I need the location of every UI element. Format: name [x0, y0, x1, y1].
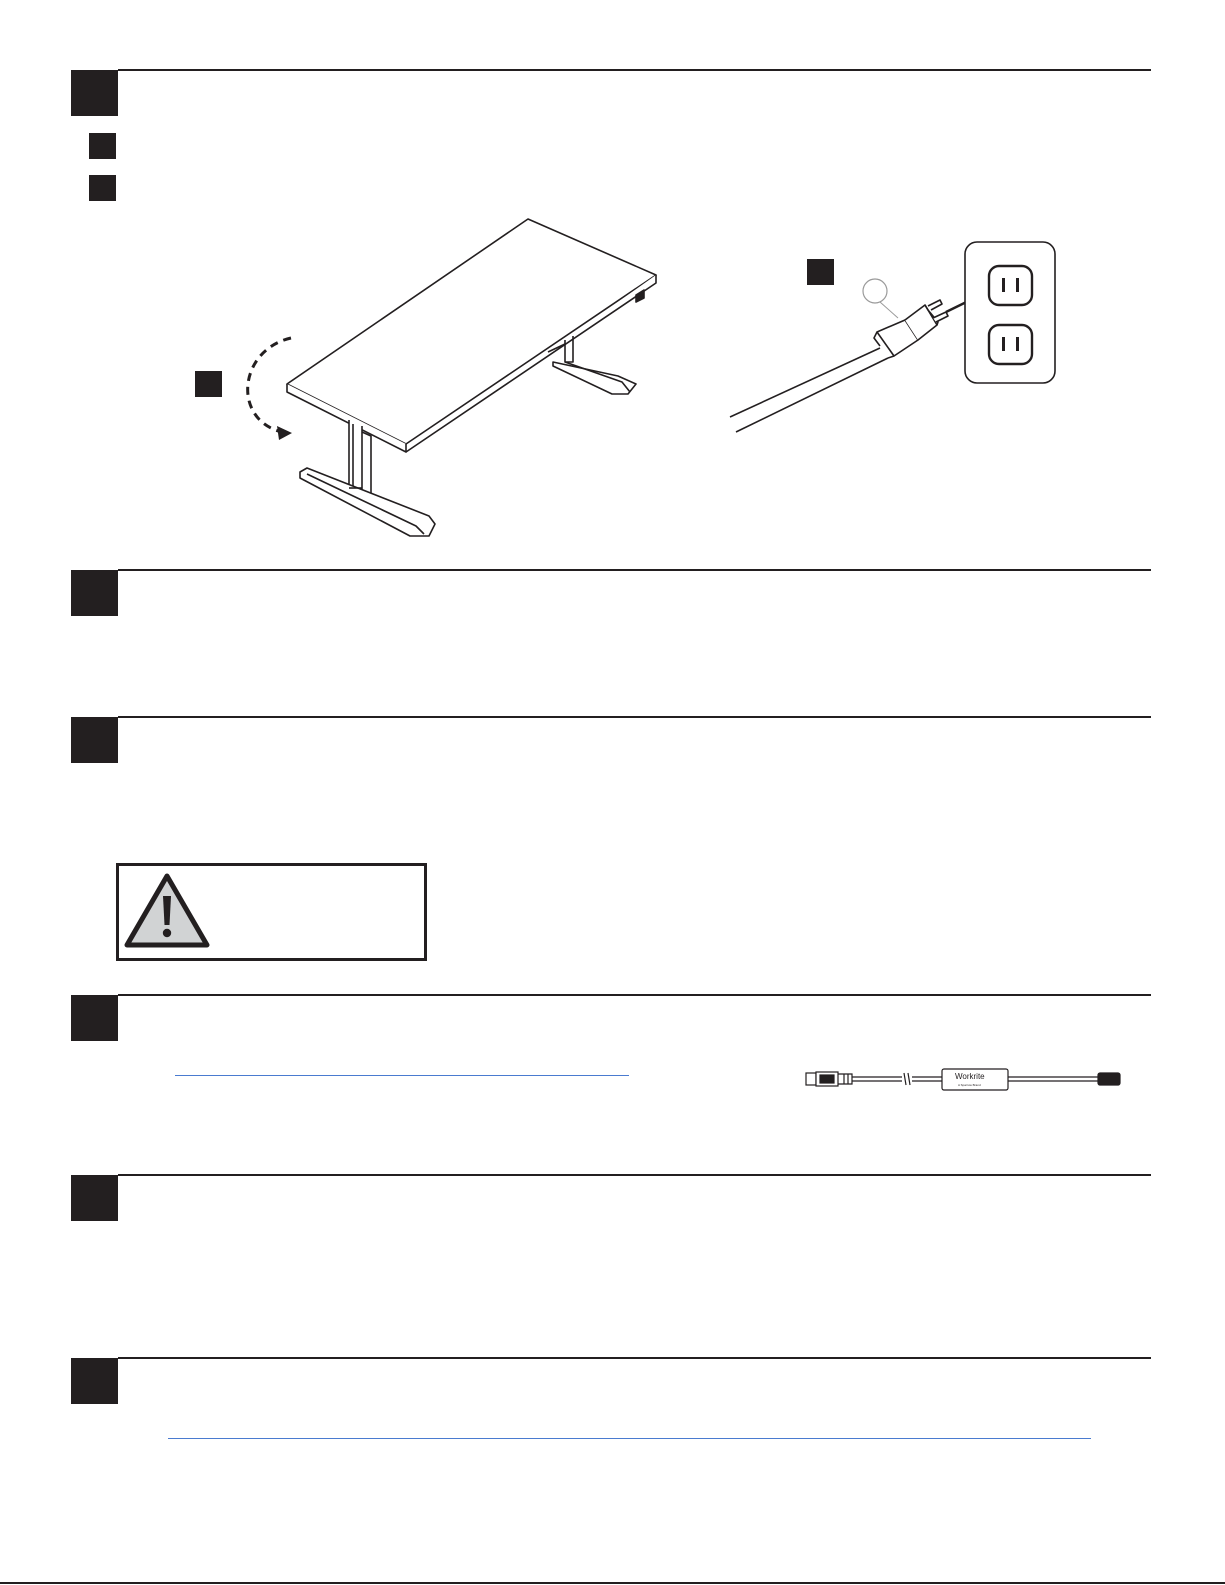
- step-6-rule: [118, 1357, 1151, 1359]
- step-5-box: [71, 1175, 118, 1221]
- step-6-box: [71, 1358, 118, 1404]
- step-6-link-underline[interactable]: [168, 1438, 1091, 1439]
- step-5-rule: [118, 1174, 1151, 1176]
- page-bottom-rule: [0, 1582, 1225, 1584]
- usb-cable-brand-sub: A Sparrow Brand: [958, 1083, 981, 1087]
- usb-cable-brand-label: Workrite: [955, 1072, 985, 1081]
